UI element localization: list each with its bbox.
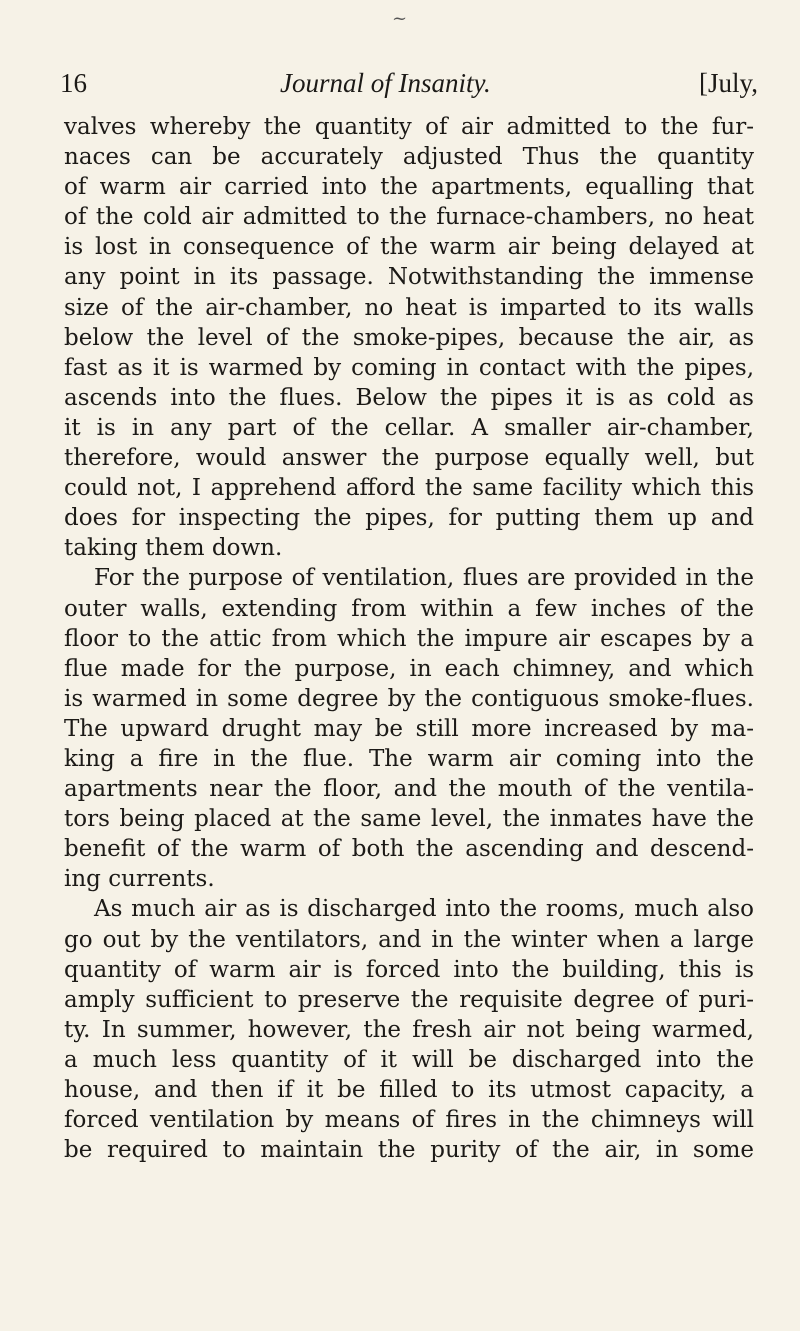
text-line: size of the air-chamber, no heat is imparted to its walls (64, 294, 754, 321)
top-mark: ~ (392, 8, 408, 29)
text-line: forced ventilation by means of fires in the chimneys will (64, 1107, 754, 1134)
text-line: below the level of the smoke-pipes, because the air, as (64, 324, 754, 351)
text-line: is lost in consequence of the warm air being delayed at (64, 234, 754, 261)
text-line: is warmed in some degree by the contiguous smoke-flues. (64, 685, 754, 712)
header-month: [July, (699, 68, 758, 98)
text-line: a much less quantity of it will be discharged into the (64, 1046, 754, 1073)
text-line: it is in any part of the cellar. A smaller air-chamber, (64, 414, 754, 441)
text-line: any point in its passage. Notwithstanding the immense (64, 264, 754, 291)
text-line: taking them down. (64, 535, 283, 562)
text-line: flue made for the purpose, in each chimney, and which (64, 655, 754, 682)
text-line: be required to maintain the purity of the air, in some (64, 1137, 754, 1164)
text-line: king a fire in the flue. The warm air coming into the (64, 745, 754, 772)
text-line: apartments near the floor, and the mouth of the ventila- (64, 776, 754, 803)
text-line: ing currents. (64, 866, 215, 893)
text-line: could not, I apprehend afford the same facility which this (64, 475, 754, 502)
text-line: As much air as is discharged into the rooms, much also (94, 896, 754, 923)
text-line: valves whereby the quantity of air admitted to the fur- (64, 114, 754, 140)
journal-title: Journal of Insanity. (280, 68, 491, 98)
text-line: naces can be accurately adjusted Thus the quantity (64, 144, 754, 171)
paragraph-3 (64, 894, 754, 1165)
text-line: tors being placed at the same level, the inmates have the (64, 806, 754, 833)
running-header (60, 60, 758, 108)
text-line: house, and then if it be filled to its utmost capacity, a (64, 1077, 754, 1103)
text-line: The upward drught may be still more increased by ma- (64, 715, 754, 742)
paragraph-1 (64, 112, 754, 563)
text-line: quantity of warm air is forced into the building, this is (64, 956, 754, 983)
text-line: For the purpose of ventilation, flues are provided in the (94, 565, 754, 592)
text-line: does for inspecting the pipes, for putting them up and (64, 505, 754, 532)
text-line: of the cold air admitted to the furnace-chambers, no heat (64, 204, 754, 231)
text-line: fast as it is warmed by coming in contact with the pipes, (64, 354, 754, 381)
text-line: benefit of the warm of both the ascending and descend- (64, 836, 754, 863)
text-line: ascends into the flues. Below the pipes it is as cold as (64, 384, 754, 411)
text-line: floor to the attic from which the impure air escapes by a (64, 625, 754, 652)
text-line: go out by the ventilators, and in the winter when a large (64, 926, 754, 953)
paragraph-2 (64, 563, 754, 894)
text-line: ty. In summer, however, the fresh air not being warmed, (64, 1016, 754, 1043)
body-text (64, 112, 754, 1165)
text-line: outer walls, extending from within a few inches of the (64, 595, 754, 622)
text-line: of warm air carried into the apartments, equalling that (64, 174, 754, 201)
text-line: therefore, would answer the purpose equally well, but (64, 445, 754, 472)
text-line: amply sufficient to preserve the requisite degree of puri- (64, 986, 754, 1013)
page-number: 16 (60, 68, 87, 98)
